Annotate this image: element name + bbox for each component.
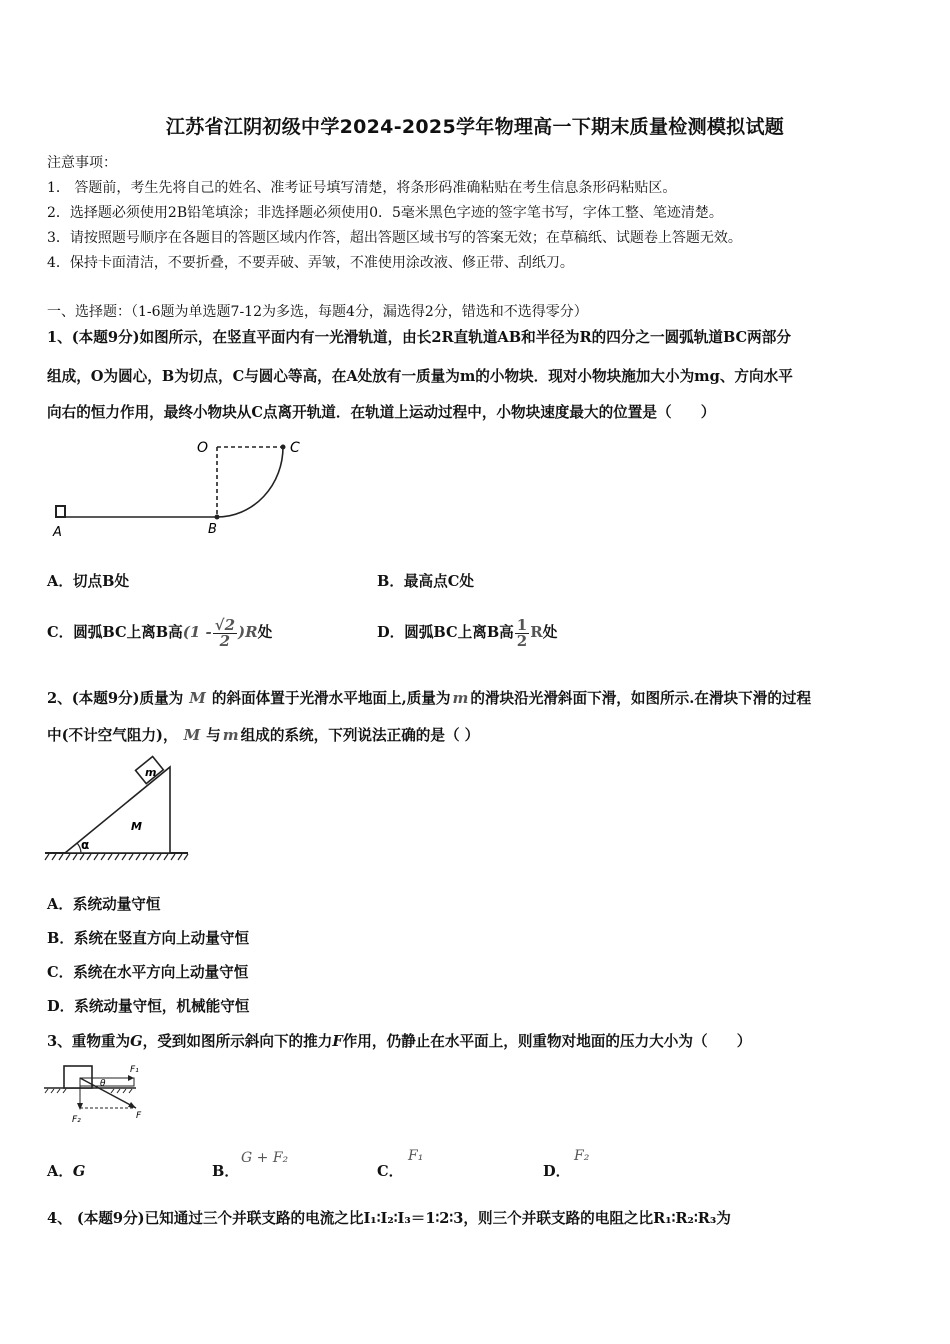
option-value: G: [72, 1163, 86, 1180]
text: 的滑块沿光滑斜面下滑，如图所示.在滑块下滑的过程: [470, 690, 812, 707]
formula-paren: )R: [238, 623, 258, 641]
option-label: B．: [212, 1163, 239, 1180]
notice-item: 1． 答题前，考生先将自己的姓名、准考证号填写清楚，将条形码准确粘贴在考生信息条形码粘贴区。: [47, 180, 677, 196]
formula-paren: (1 -: [182, 623, 212, 641]
frac-num: 1: [516, 615, 528, 634]
var-g: G: [130, 1033, 143, 1050]
var-m-small: m: [452, 689, 469, 707]
section-heading: 一、选择题：（1-6题为单选题7-12为多选，每题4分，漏选得2分，错选和不选得零分）: [47, 304, 588, 320]
q2-option-d[interactable]: D．系统动量守恒，机械能守恒: [47, 998, 250, 1015]
q3-option-c-value: F₁: [408, 1148, 424, 1164]
q1-stem-line: 向右的恒力作用，最终小物块从C点离开轨道．在轨道上运动过程中，小物块速度最大的位置是（ ）: [47, 404, 716, 421]
q3-option-b[interactable]: [212, 1160, 239, 1181]
q3-option-c[interactable]: [377, 1160, 403, 1181]
q2-option-b[interactable]: B．系统在竖直方向上动量守恒: [47, 930, 250, 947]
text: 中(不计空气阻力)，: [47, 727, 178, 744]
label-f2: F₂: [72, 1115, 81, 1125]
q1-stem-line: 组成，O为圆心，B为切点，C与圆心等高，在A处放有一质量为m的小物块．现对小物块施加大小为mg、方向水平: [47, 368, 793, 385]
q3-option-d[interactable]: [543, 1160, 570, 1181]
q2-stem-line: [47, 724, 479, 745]
label-c: C: [290, 440, 300, 456]
label-o: O: [197, 440, 209, 456]
label-f: F: [136, 1111, 142, 1121]
q3-option-a[interactable]: [47, 1160, 85, 1181]
q3-stem-line: [47, 1030, 751, 1051]
label-m-block: m: [145, 766, 157, 779]
formula-fraction: [213, 615, 237, 650]
option-text: 处: [257, 624, 273, 641]
label-b: B: [208, 522, 217, 537]
text: 与: [206, 727, 221, 744]
notice-heading: 注意事项：: [47, 155, 117, 171]
notice-item: 2．选择题必须使用2B铅笔填涂；非选择题必须使用0．5毫米黑色字迹的签字笔书写，字体工整、笔迹清楚。: [47, 205, 723, 221]
label-m-wedge: M: [131, 820, 142, 833]
text: 的斜面体置于光滑水平地面上,质量为: [211, 690, 451, 707]
q4-stem-line: 4、 (本题9分)已知通过三个并联支路的电流之比I₁∶I₂∶I₃＝1∶2∶3，则三个并联支路的电阻之比R₁∶R₂∶R₃为: [47, 1210, 731, 1227]
frac-den: 2: [219, 631, 231, 650]
text: ，受到如图所示斜向下的推力: [142, 1033, 333, 1050]
q2-stem-line: [47, 687, 811, 708]
page-title: 江苏省江阴初级中学2024-2025学年物理高一下期末质量检测模拟试题: [165, 116, 785, 138]
text: 组成的系统，下列说法正确的是（ ）: [240, 727, 480, 744]
text: 3、重物重为: [47, 1033, 131, 1050]
q1-option-c[interactable]: [47, 602, 272, 663]
label-a: A: [53, 525, 62, 540]
option-label: A．: [47, 1163, 73, 1180]
var-m-big: M: [183, 726, 201, 744]
q1-option-a[interactable]: A．切点B处: [47, 573, 130, 590]
var-m-big: M: [189, 689, 206, 707]
formula-fraction: [515, 615, 529, 650]
q1-stem-line: 1、(本题9分)如图所示，在竖直平面内有一光滑轨道，由长2R直轨道AB和半径为R的四分之一圆弧轨道BC两部分: [47, 329, 791, 346]
q3-force-figure: [44, 1058, 154, 1128]
var-m-small: m: [222, 726, 239, 744]
q1-option-d[interactable]: [377, 602, 557, 663]
formula-r: R: [530, 623, 543, 641]
frac-num: √2: [214, 615, 236, 634]
label-theta: θ: [100, 1079, 106, 1089]
option-label: D．: [543, 1163, 571, 1180]
text: 2、(本题9分)质量为: [47, 690, 184, 707]
label-alpha: α: [81, 838, 90, 852]
frac-den: 2: [516, 631, 528, 650]
text: 作用，仍静止在水平面上，则重物对地面的压力大小为（ ）: [342, 1033, 752, 1050]
q1-track-figure: [45, 432, 315, 542]
label-f1: F₁: [130, 1065, 139, 1075]
q3-option-d-value: F₂: [574, 1148, 590, 1164]
q2-option-c[interactable]: C．系统在水平方向上动量守恒: [47, 964, 249, 981]
q2-option-a[interactable]: A．系统动量守恒: [47, 896, 161, 913]
option-text: D．圆弧BC上离B高: [377, 624, 514, 641]
q1-option-b[interactable]: B．最高点C处: [377, 573, 474, 590]
notice-item: 3．请按照题号顺序在各题目的答题区域内作答，超出答题区域书写的答案无效；在草稿纸、试题卷上答题无效。: [47, 230, 742, 246]
notice-item: 4．保持卡面清洁，不要折叠，不要弄破、弄皱，不准使用涂改液、修正带、刮纸刀。: [47, 255, 574, 271]
option-label: C．: [377, 1163, 404, 1180]
q2-incline-figure: [45, 755, 195, 865]
q3-option-b-value: G + F₂: [241, 1150, 289, 1166]
option-text: 处: [542, 624, 558, 641]
option-text: C．圆弧BC上离B高: [47, 624, 183, 641]
var-f: F: [332, 1033, 343, 1050]
